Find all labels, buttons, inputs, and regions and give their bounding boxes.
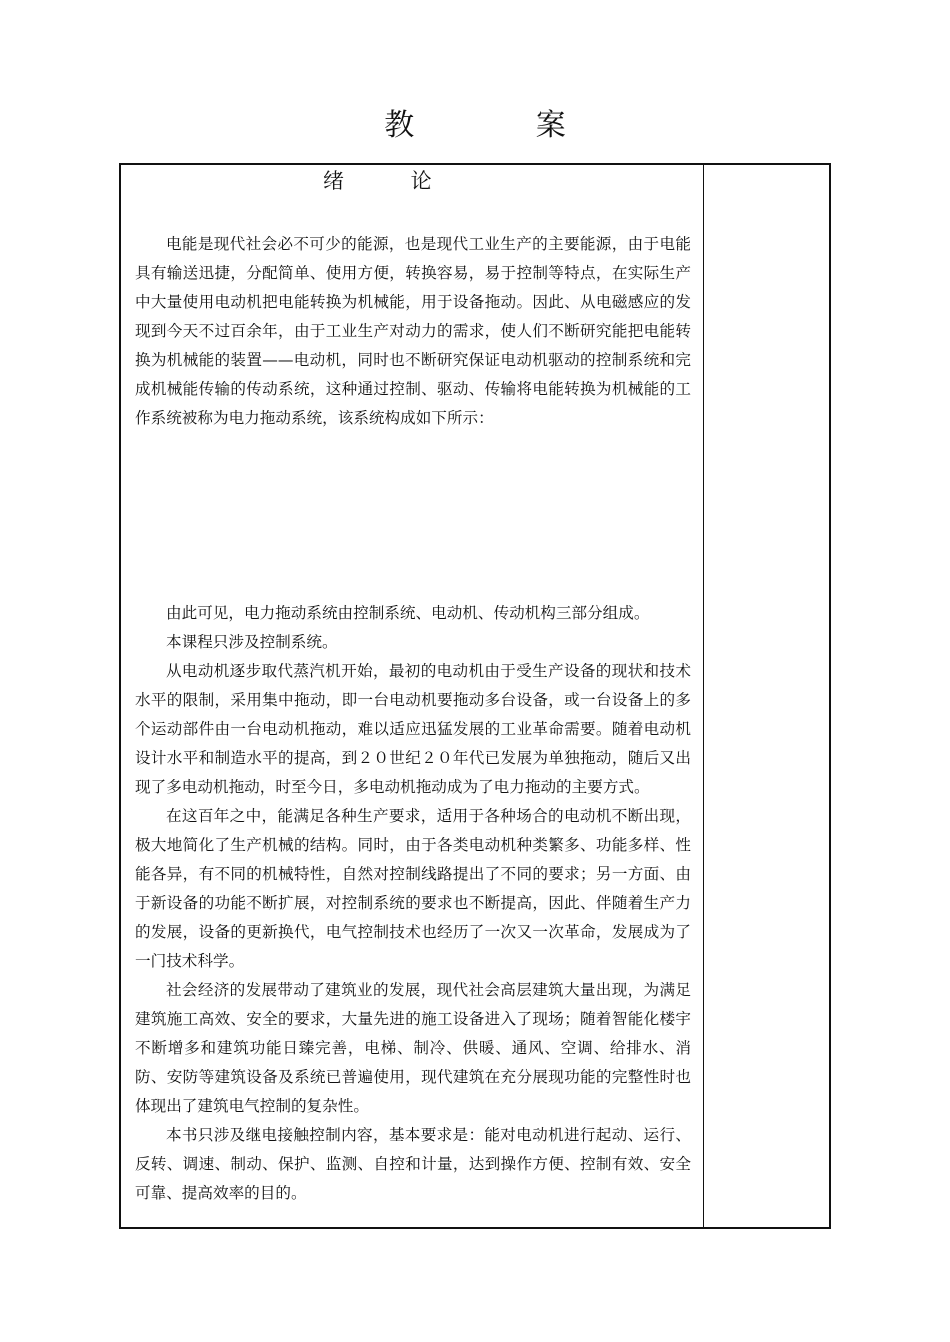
system-diagram-placeholder: [135, 433, 691, 599]
paragraph-requirements: 本书只涉及继电接触控制内容，基本要求是：能对电动机进行起动、运行、反转、调速、制动、保护、监测、自控和计量，达到操作方便、控制有效、安全可靠、提高效率的目的。: [135, 1126, 691, 1202]
paragraph-history: 从电动机逐步取代蒸汽机开始，最初的电动机由于受生产设备的现状和技术水平的限制，采用集中拖动，即一台电动机要拖动多台设备，或一台设备上的多个运动部件由一台电动机拖动，难以适应迅猛发展的工业革命需要。随着电动机设计水平和制造水平的提高，到２０世纪２０年代已发展为单独拖动，随后又出现了多电动机拖动，时至今日，多电动机拖动成为了电力拖动的主要方式。: [135, 662, 691, 796]
paragraph-development: 在这百年之中，能满足各种生产要求，适用于各种场合的电动机不断出现，极大地简化了生产机械的结构。同时，由于各类电动机种类繁多、功能多样、性能各异，有不同的机械特性，自然对控制线路提出了不同的要求；另一方面、由于新设备的功能不断扩展，对控制系统的要求也不断提高，因此、伴随着生产力的发展，设备的更新换代，电气控制技术也经历了一次又一次革命，发展成为了一门技术科学。: [135, 807, 691, 970]
document-title: 教 案: [384, 108, 622, 143]
paragraph-intro: 电能是现代社会必不可少的能源，也是现代工业生产的主要能源，由于电能具有输送迅捷，分配简单、使用方便，转换容易，易于控制等特点，在实际生产中大量使用电动机把电能转换为机械能，用于设备拖动。因此、从电磁感应的发现到今天不过百余年，由于工业生产对动力的需求，使人们不断研究能把电能转换为机械能的装置——电动机，同时也不断研究保证电动机驱动的控制系统和完成机械能传输的传动系统，这种通过控制、驱动、传输将电能转换为机械能的工作系统被称为电力拖动系统，该系统构成如下所示：: [135, 235, 691, 427]
paragraph-components: 由此可见，电力拖动系统由控制系统、电动机、传动机构三部分组成。: [166, 604, 650, 622]
paragraph-scope: 本课程只涉及控制系统。: [166, 633, 338, 651]
lesson-plan-table: [119, 163, 831, 1229]
section-title: 绪 论: [323, 169, 462, 193]
paragraph-construction: 社会经济的发展带动了建筑业的发展，现代社会高层建筑大量出现，为满足建筑施工高效、安全的要求，大量先进的施工设备进入了现场；随着智能化楼宇不断增多和建筑功能日臻完善，电梯、制冷、供暖、通风、空调、给排水、消防、安防等建筑设备及系统已普遍使用，现代建筑在充分展现功能的完整性时也体现出了建筑电气控制的复杂性。: [135, 981, 691, 1115]
content-cell: [121, 165, 703, 1227]
notes-column-divider: [703, 165, 704, 1227]
